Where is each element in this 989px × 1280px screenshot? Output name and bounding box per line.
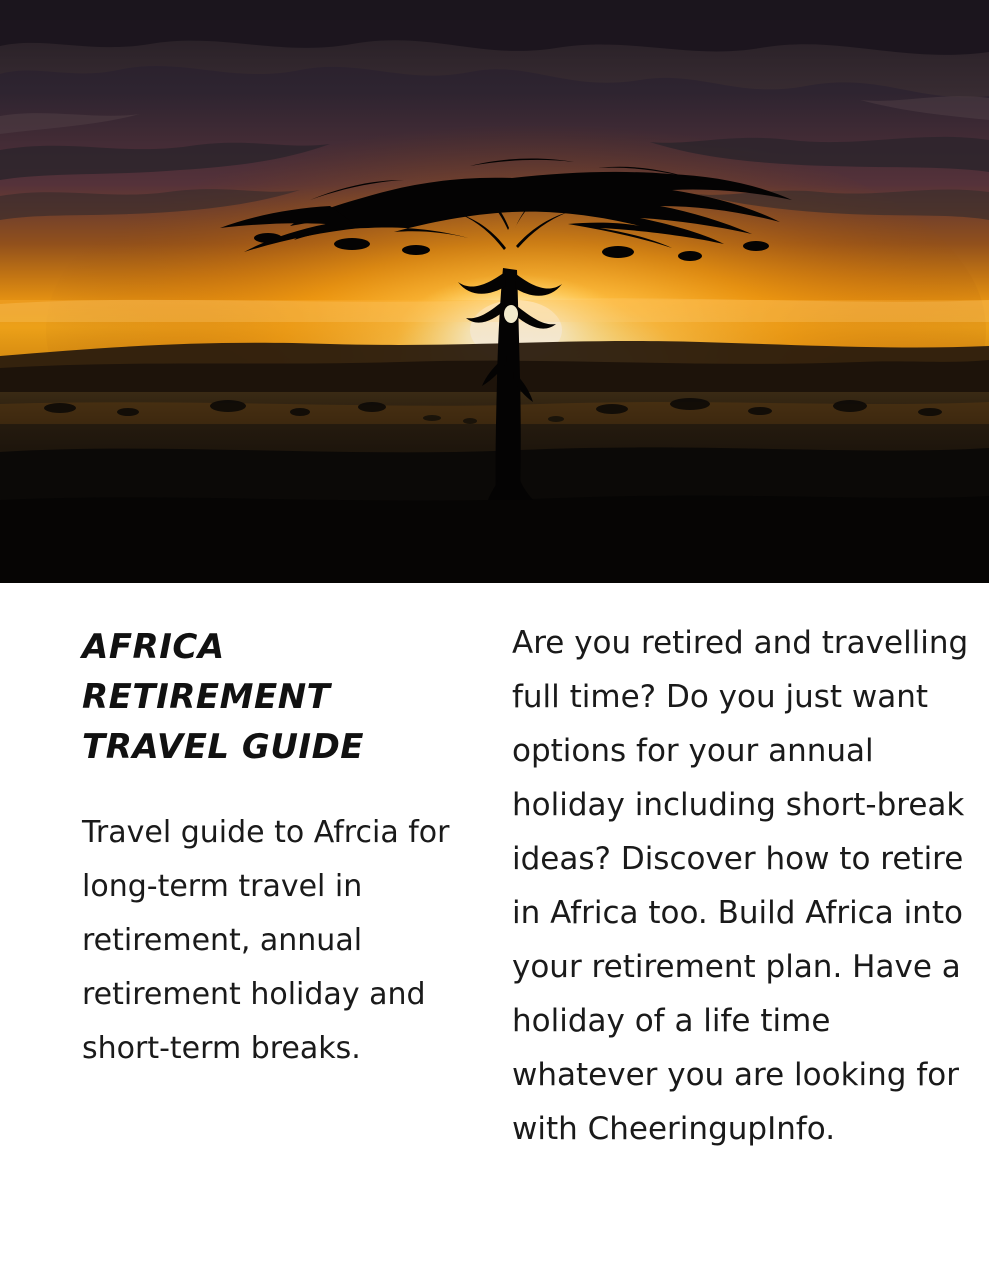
page-title: AFRICA RETIREMENT TRAVEL GUIDE: [82, 627, 365, 767]
hero-image: [0, 0, 989, 583]
left-paragraph: Travel guide to Afrcia for long-term travel in retirement, annual retirement holiday and short-term breaks.: [82, 815, 450, 1066]
right-column: [512, 616, 974, 1156]
text-content-area: [0, 583, 989, 1280]
sunset-savanna-illustration: [0, 0, 989, 583]
left-column: [82, 622, 474, 1076]
right-paragraph: Are you retired and travelling full time? Do you just want options for your annual holiday including short-break ideas? Discover how to retire in Africa too. Build Africa into your retirement plan. Have a holiday of a life time whatever you are looking for with CheeringupInfo.: [512, 625, 969, 1147]
